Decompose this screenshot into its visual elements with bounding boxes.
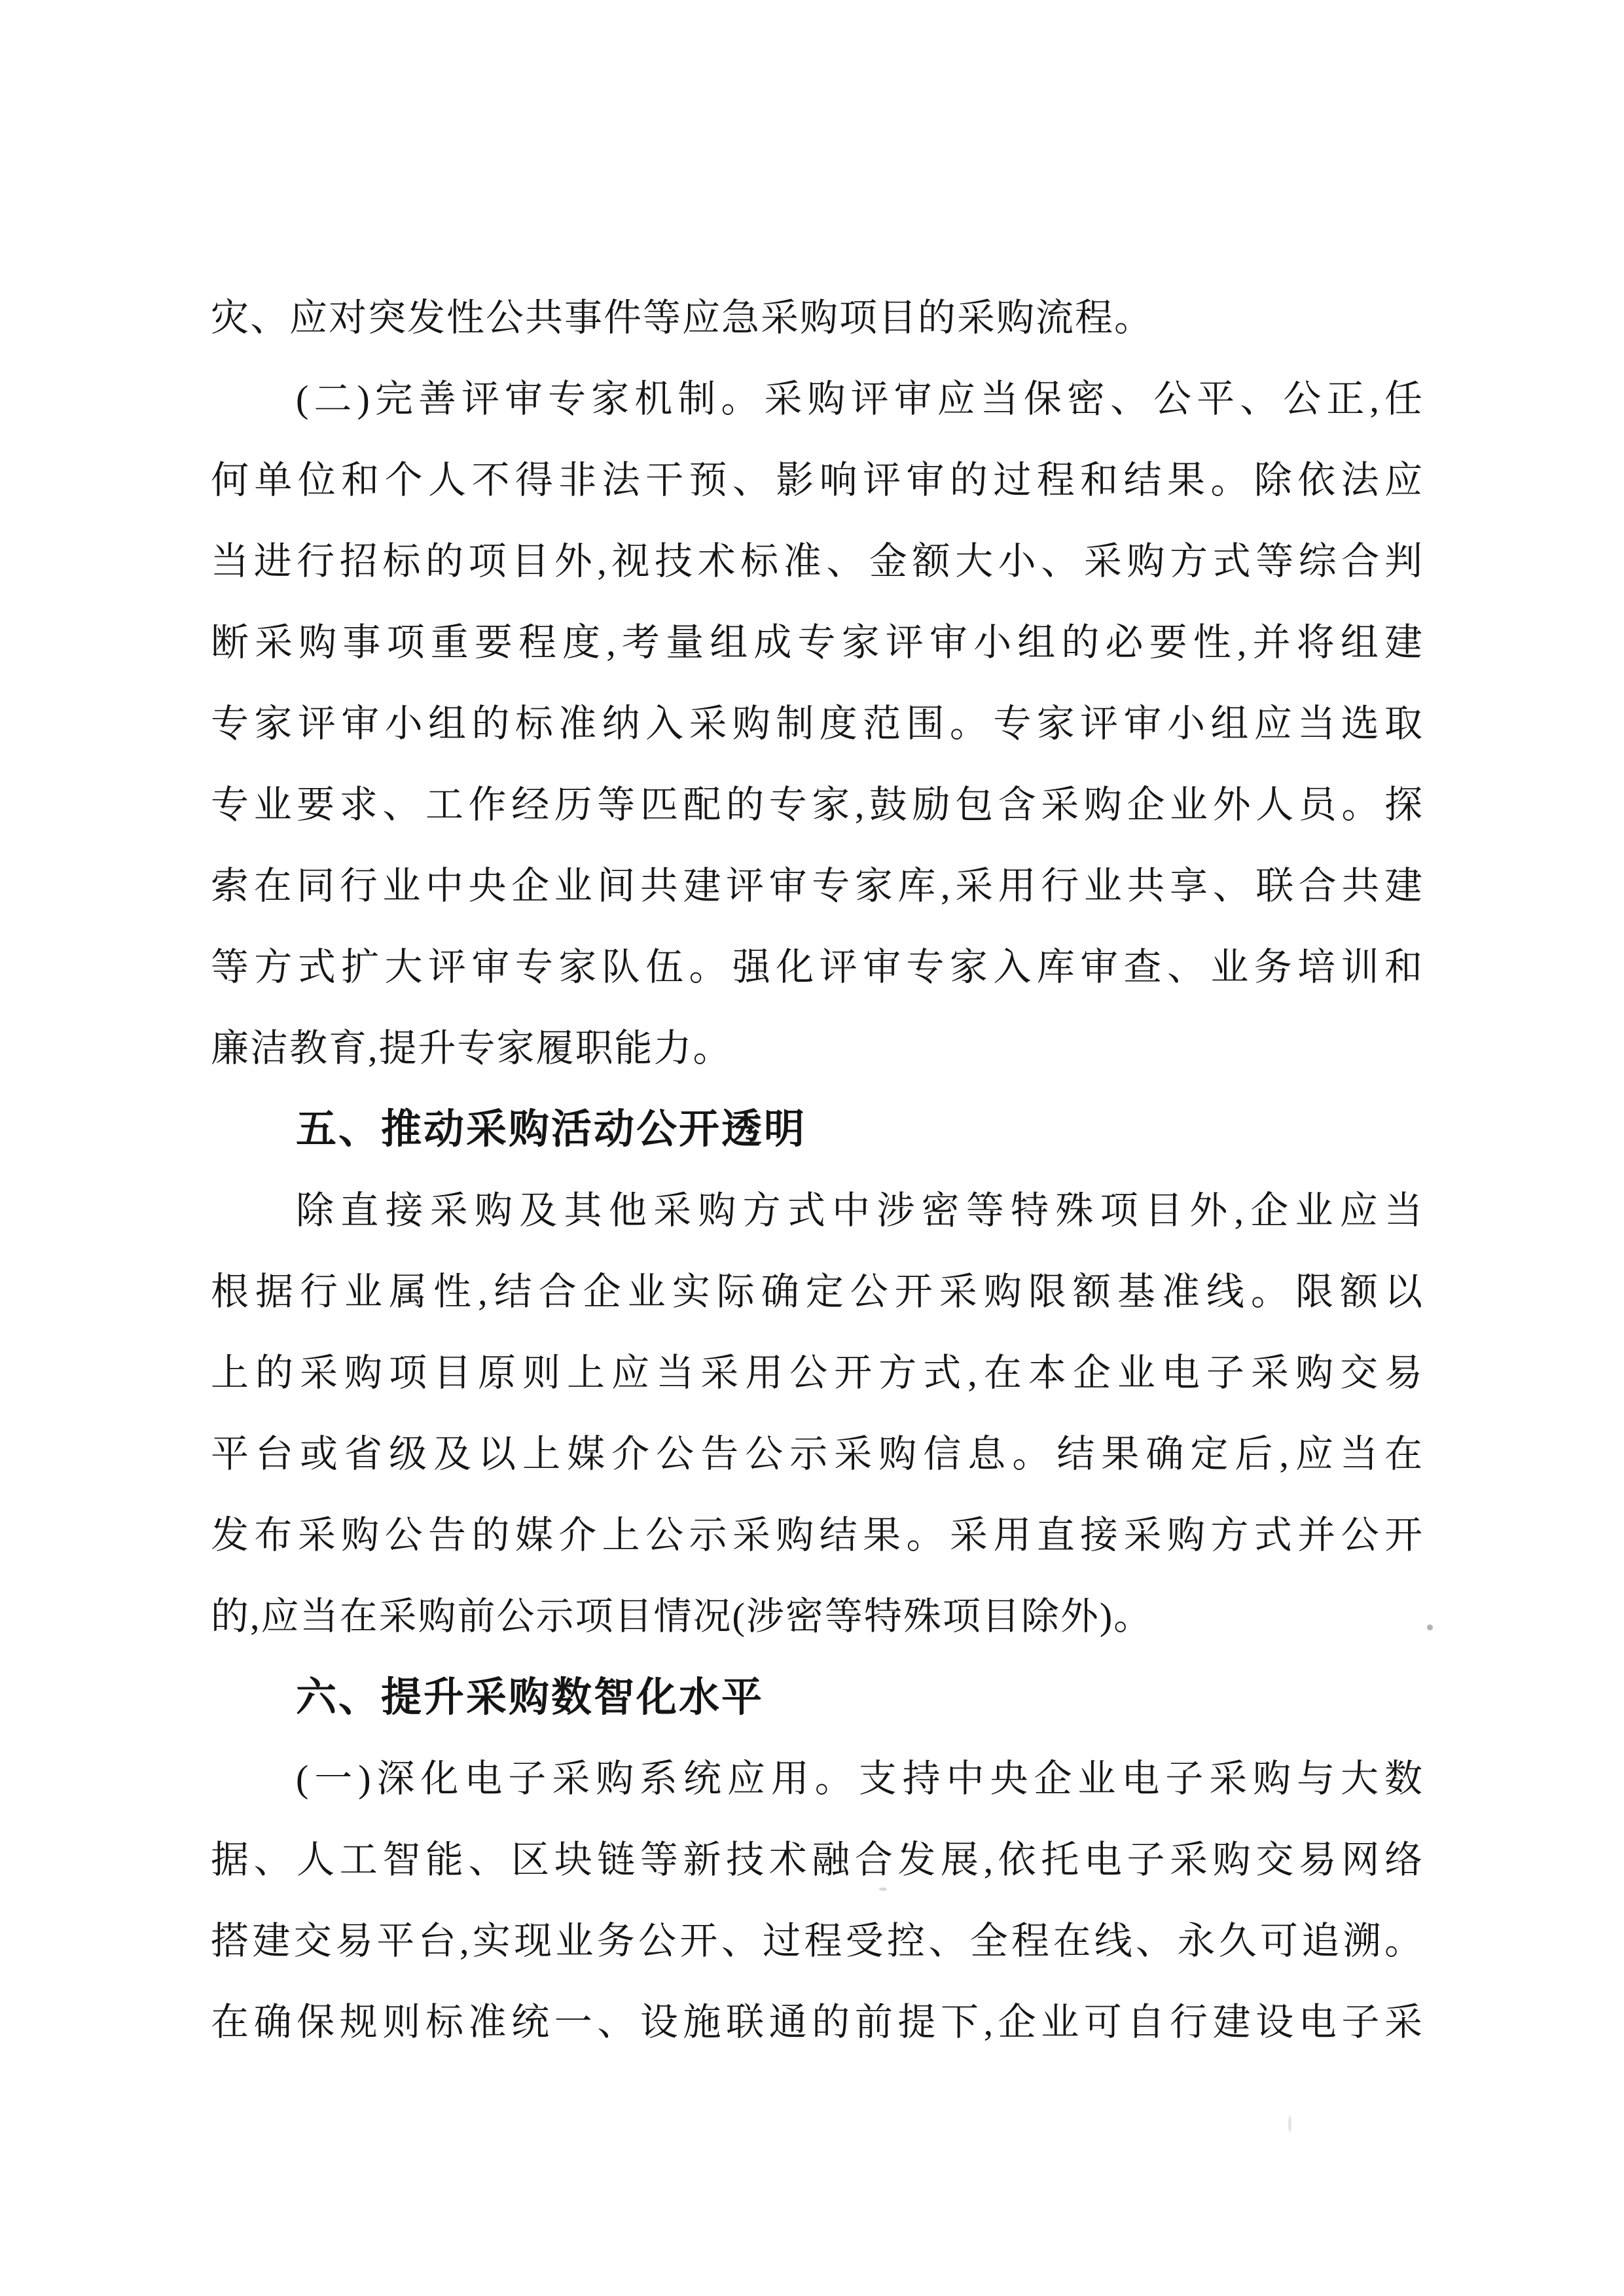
text-line: 的,应当在采购前公示项目情况(涉密等特殊项目除外)。 bbox=[211, 1595, 1153, 1638]
text-line: 专家评审小组的标准纳入采购制度范围。专家评审小组应当选取 bbox=[211, 702, 1424, 745]
text-line: 专业要求、工作经历等匹配的专家,鼓励包含采购企业外人员。探 bbox=[211, 783, 1424, 826]
text-line: 搭建交易平台,实现业务公开、过程受控、全程在线、永久可追溯。 bbox=[211, 1920, 1424, 1962]
text-line: 据、人工智能、区块链等新技术融合发展,依托电子采购交易网络 bbox=[211, 1839, 1424, 1881]
text-line: 索在同行业中央企业间共建评审专家库,采用行业共享、联合共建 bbox=[211, 865, 1424, 907]
text-line: 当进行招标的项目外,视技术标准、金额大小、采购方式等综合判 bbox=[211, 540, 1424, 583]
text-line: 断采购事项重要程度,考量组成专家评审小组的必要性,并将组建 bbox=[211, 621, 1424, 664]
scan-speck bbox=[1427, 1624, 1433, 1630]
text-line: 除直接采购及其他采购方式中涉密等特殊项目外,企业应当 bbox=[296, 1189, 1424, 1232]
text-line: 何单位和个人不得非法干预、影响评审的过程和结果。除依法应 bbox=[211, 459, 1424, 501]
text-line: 在确保规则标准统一、设施联通的前提下,企业可自行建设电子采 bbox=[211, 2001, 1424, 2043]
text-line: (二)完善评审专家机制。采购评审应当保密、公平、公正,任 bbox=[296, 378, 1424, 420]
section-heading: 五、推动采购活动公开透明 bbox=[296, 1107, 807, 1152]
section-heading: 六、提升采购数智化水平 bbox=[296, 1675, 765, 1720]
document-body bbox=[211, 278, 1424, 2063]
scan-speck bbox=[879, 1888, 887, 1891]
text-line: 等方式扩大评审专家队伍。强化评审专家入库审查、业务培训和 bbox=[211, 946, 1424, 988]
text-line: 灾、应对突发性公共事件等应急采购项目的采购流程。 bbox=[211, 296, 1154, 339]
scan-speck bbox=[1288, 2115, 1291, 2132]
text-line: 根据行业属性,结合企业实际确定公开采购限额基准线。限额以 bbox=[211, 1270, 1424, 1313]
text-line: 平台或省级及以上媒介公告公示采购信息。结果确定后,应当在 bbox=[211, 1433, 1424, 1475]
text-line: (一)深化电子采购系统应用。支持中央企业电子采购与大数 bbox=[296, 1757, 1424, 1800]
text-line: 上的采购项目原则上应当采用公开方式,在本企业电子采购交易 bbox=[211, 1352, 1424, 1394]
text-line: 廉洁教育,提升专家履职能力。 bbox=[211, 1027, 732, 1069]
text-line: 发布采购公告的媒介上公示采购结果。采用直接采购方式并公开 bbox=[211, 1514, 1424, 1556]
